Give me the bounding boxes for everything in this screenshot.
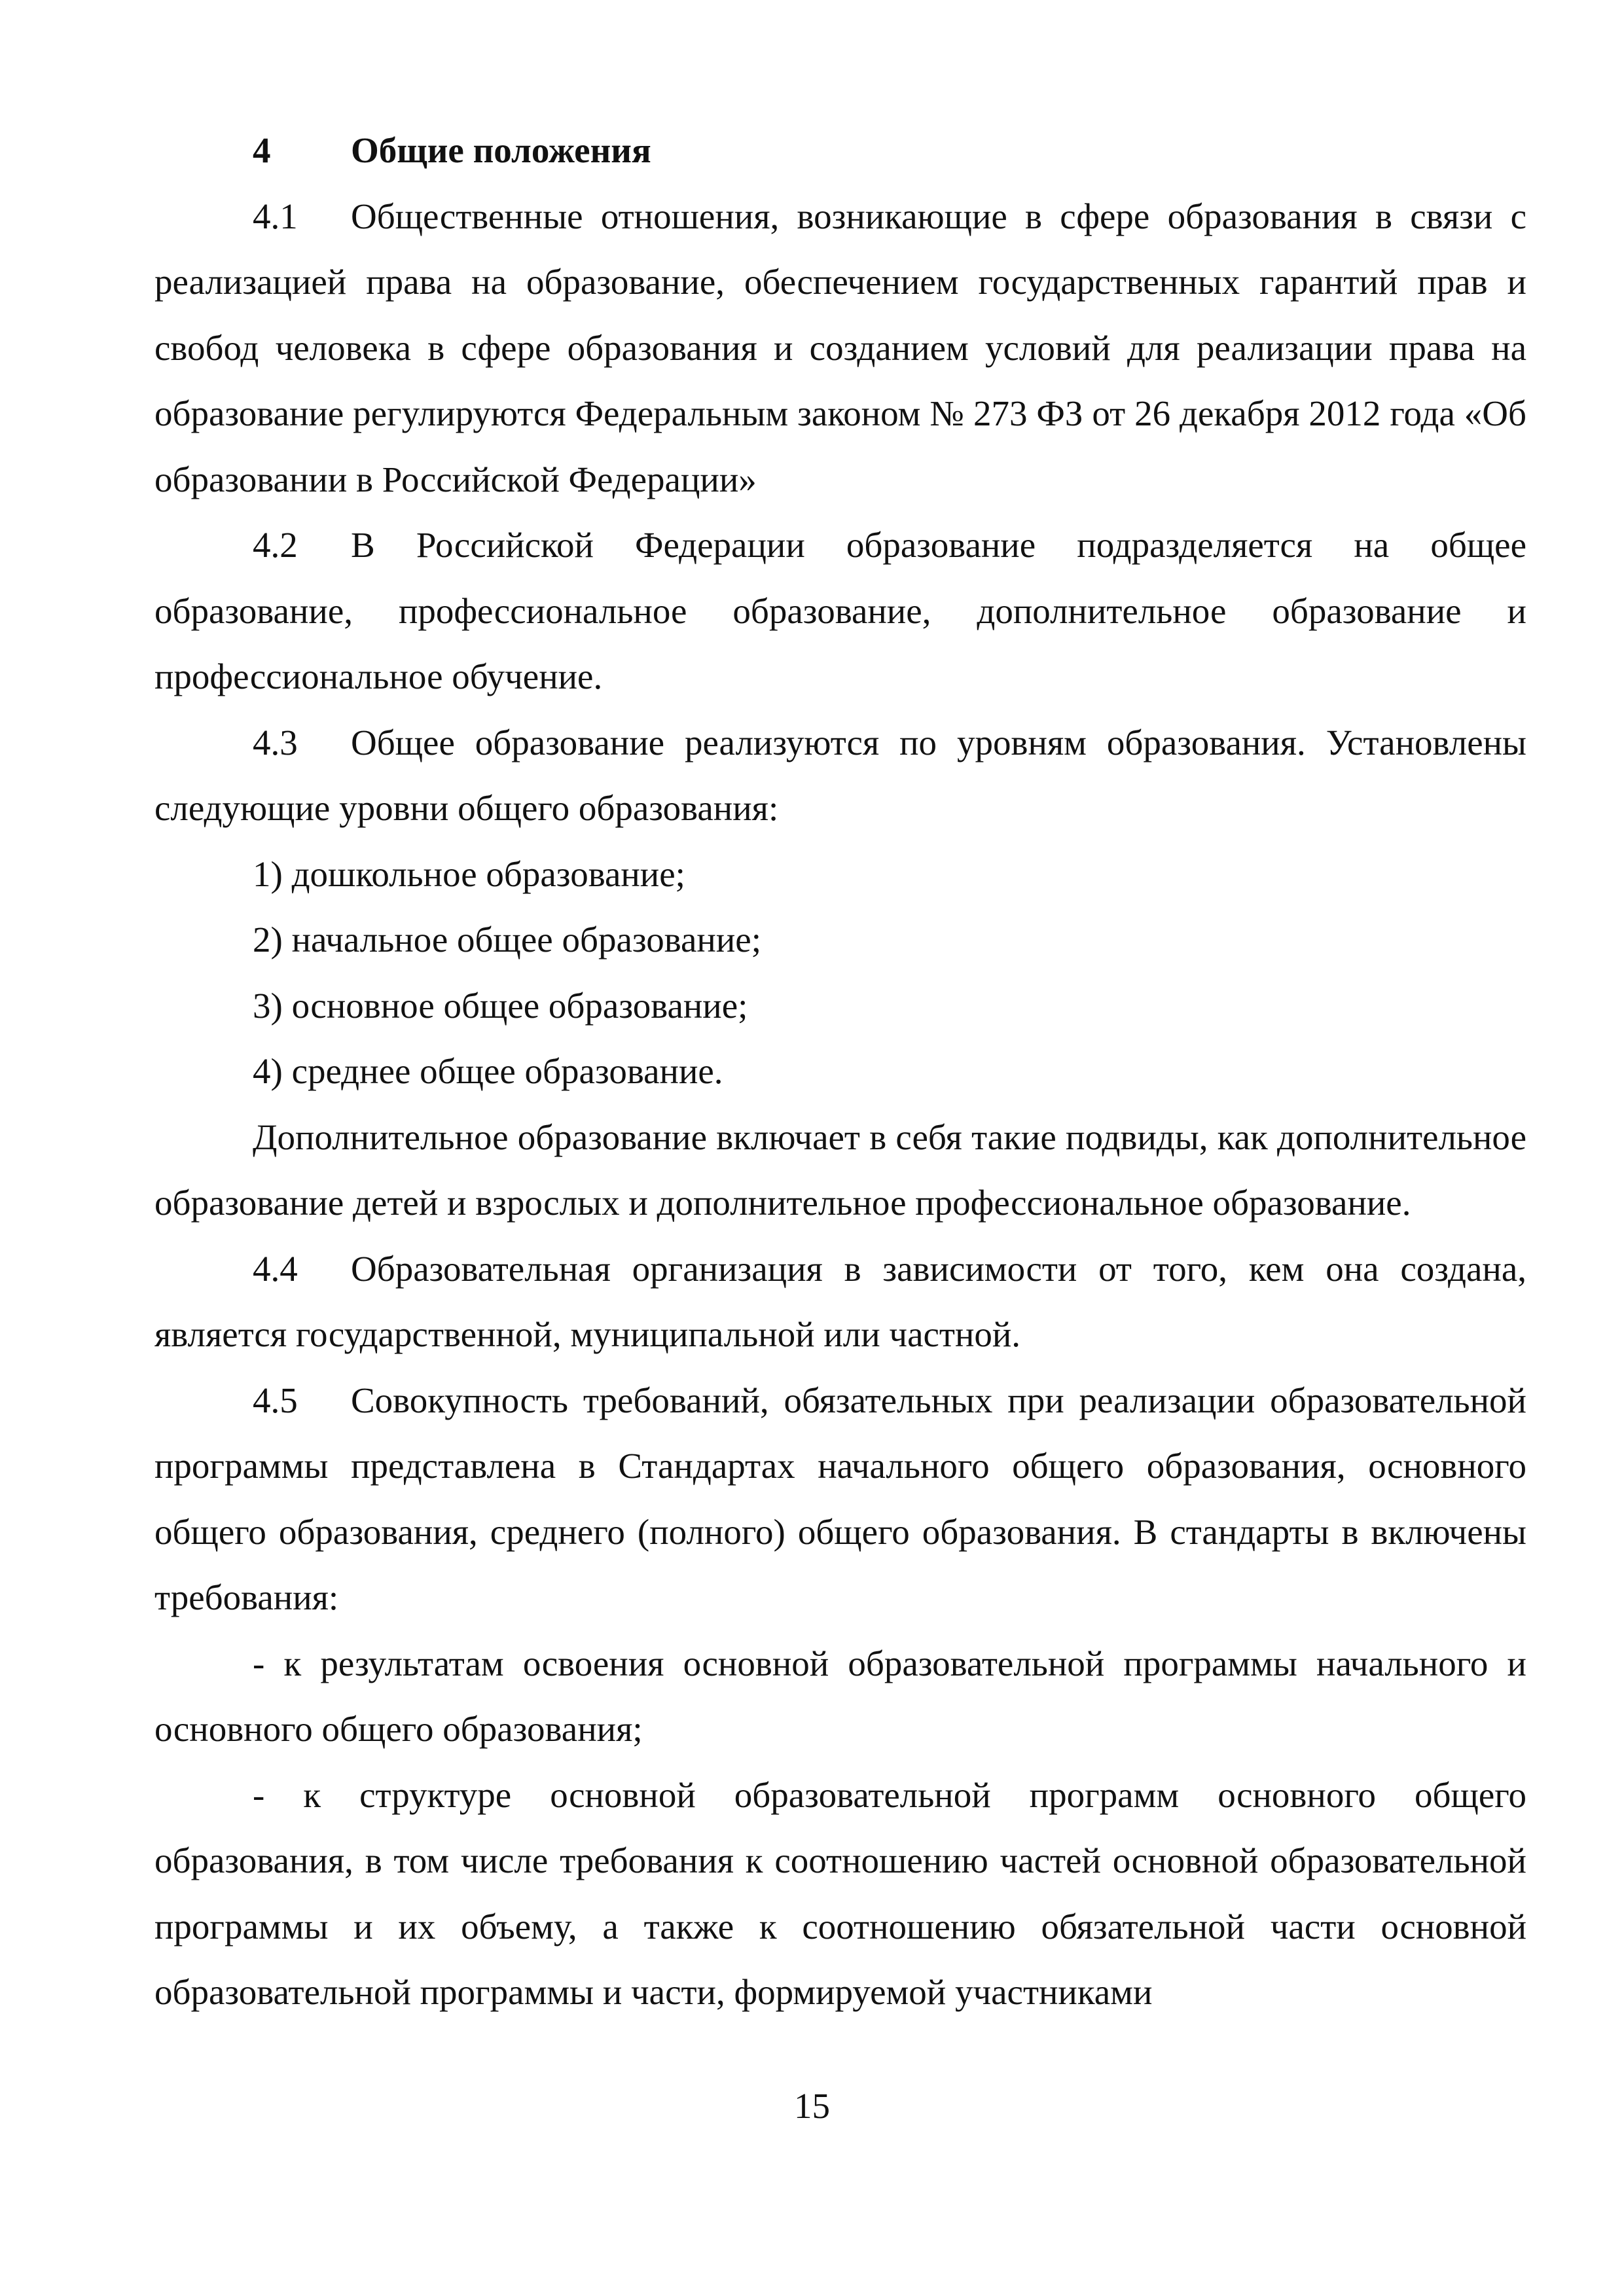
paragraph-text: Образовательная организация в зависимости от того, кем она создана, является государственной, муниципальной или частной. [154,1248,1526,1354]
list-item: 4) среднее общее образование. [253,1051,723,1091]
section-title: Общие положения [351,130,651,170]
paragraph-text: Совокупность требований, обязательных при реализации образовательной программы представлена в Стандартах начального общего образования, основного общего образования, среднего (полного) общего образования. В стандарты в включены требования: [154,1380,1526,1617]
page-number: 15 [794,2086,830,2126]
paragraph-number: 4.3 [253,722,298,762]
requirement-item: - к результатам освоения основной образовательной программы начального и основного общего образования; [154,1643,1526,1749]
paragraph-text: Общее образование реализуются по уровням образования. Установлены следующие уровни общего образования: [154,722,1526,828]
paragraph-4-4 [154,1236,1526,1368]
list-item: 2) начальное общее образование; [253,920,761,960]
section-heading [154,118,1526,184]
document-page [154,118,1526,2026]
paragraph-4-3 [154,710,1526,842]
section-number: 4 [253,130,271,170]
paragraph-text: В Российской Федерации образование подразделяется на общее образование, профессиональное образование, дополнительное образование и профессиональное обучение. [154,525,1526,696]
paragraph-4-2 [154,512,1526,710]
paragraph-number: 4.2 [253,525,298,565]
paragraph-number: 4.4 [253,1248,298,1289]
paragraph-number: 4.5 [253,1380,298,1420]
requirement-item: - к структуре основной образовательной программ основного общего образования, в том числе требования к соотношению частей основной образовательной программы и их объему, а также к соотношению обязательной части основной образовательной программы и части, формируемой участниками [154,1774,1526,2012]
paragraph-number: 4.1 [253,196,298,236]
paragraph-4-1 [154,184,1526,513]
paragraph-additional: Дополнительное образование включает в себя такие подвиды, как дополнительное образование детей и взрослых и дополнительное профессиональное образование. [154,1117,1526,1223]
list-item: 3) основное общее образование; [253,985,748,1026]
paragraph-4-5 [154,1368,1526,1631]
paragraph-text: Общественные отношения, возникающие в сфере образования в связи с реализацией права на образование, обеспечением государственных гарантий прав и свобод человека в сфере образования и созданием условий для реализации права на образование регулируются Федеральным законом № 273 ФЗ от 26 декабря 2012 года «Об образовании в Российской Федерации» [154,196,1526,499]
list-item: 1) дошкольное образование; [253,853,685,894]
